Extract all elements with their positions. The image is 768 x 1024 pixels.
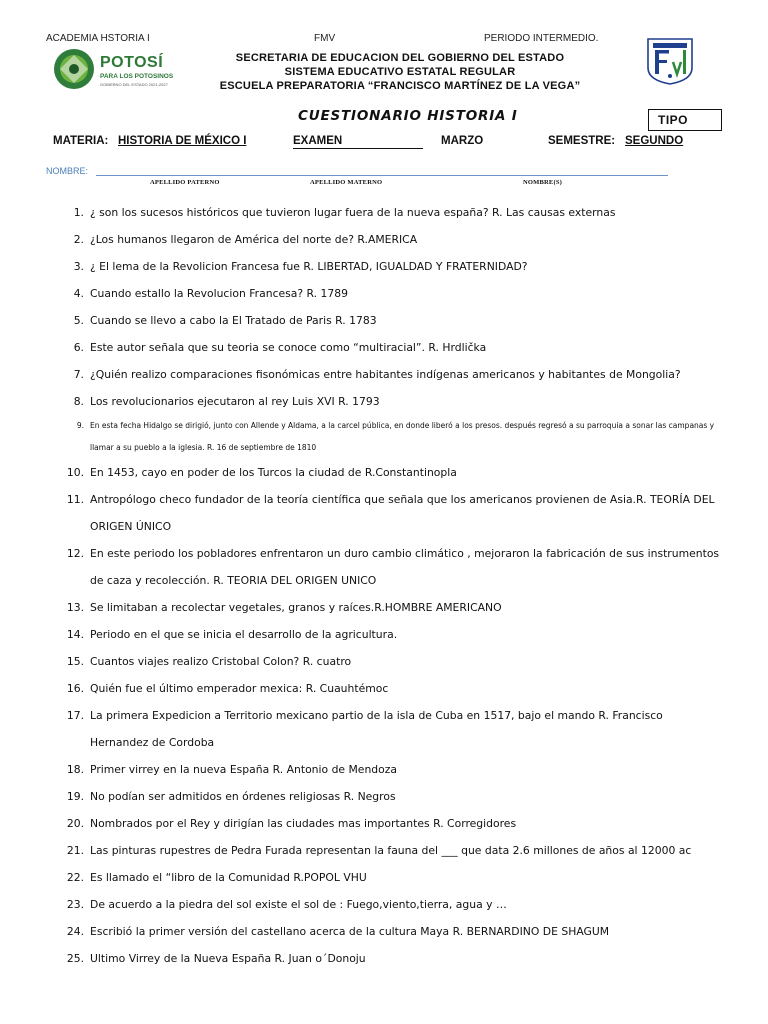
- materia-value: HISTORIA DE MÉXICO I: [118, 135, 247, 147]
- question-item: [64, 253, 724, 280]
- question-item: [64, 756, 724, 783]
- question-number: 5.: [73, 314, 84, 327]
- question-item: [64, 226, 724, 253]
- question-text: Cuando estallo la Revolucion Francesa? R. 1789: [90, 287, 349, 300]
- nombre-line[interactable]: [96, 175, 668, 176]
- question-item: [64, 486, 724, 540]
- question-text: ¿Quién realizo comparaciones fisonómicas entre habitantes indígenas americanos y habitantes de Mongolia?: [90, 368, 681, 381]
- question-item: [64, 891, 724, 918]
- question-number: 15.: [66, 655, 84, 668]
- question-number: 1.: [73, 206, 84, 219]
- question-number: 6.: [73, 341, 84, 354]
- header-fmv: FMV: [314, 33, 336, 44]
- question-text: Nombrados por el Rey y dirigían las ciudades mas importantes R. Corregidores: [90, 817, 517, 830]
- question-item: [64, 361, 724, 388]
- header-periodo: PERIODO INTERMEDIO.: [484, 33, 599, 44]
- question-text: Primer virrey en la nueva España R. Antonio de Mendoza: [90, 763, 398, 776]
- question-text: No podían ser admitidos en órdenes religiosas R. Negros: [90, 790, 396, 803]
- school-shield-icon: [644, 36, 696, 86]
- question-item: [64, 594, 724, 621]
- question-text: ¿Los humanos llegaron de América del norte de? R.AMERICA: [90, 233, 418, 246]
- semestre-value: SEGUNDO: [625, 135, 684, 147]
- question-item: [64, 918, 724, 945]
- apellido-materno-label: APELLIDO MATERNO: [310, 179, 383, 186]
- question-number: 17.: [66, 709, 84, 722]
- question-number: 25.: [66, 952, 84, 965]
- question-item: [64, 540, 724, 594]
- question-item: [64, 459, 724, 486]
- institution-line-2: SISTEMA EDUCATIVO ESTATAL REGULAR: [284, 66, 516, 78]
- question-text: Escribió la primer versión del castellano acerca de la cultura Maya R. BERNARDINO DE SHAGUM: [90, 925, 610, 938]
- potosi-emblem-icon: [50, 46, 98, 92]
- question-text: En esta fecha Hidalgo se dirigió, junto con Allende y Aldama, a la carcel pública, en donde liberó a los presos. después regresó a su parroquia a sonar las campanas y llamar a su pueblo a la iglesia. R. 16 de septiembre de 1810: [90, 421, 715, 452]
- question-number: 3.: [73, 260, 84, 273]
- potosi-logo-name: POTOSÍ: [100, 54, 164, 71]
- question-text: Antropólogo checo fundador de la teoría científica que señala que los americanos provienen de Asia.R. TEORÍA DEL ORIGEN ÚNICO: [90, 493, 715, 533]
- question-number: 13.: [66, 601, 84, 614]
- question-item: [64, 783, 724, 810]
- question-number: 11.: [66, 493, 84, 506]
- question-list: [64, 199, 724, 972]
- question-item: [64, 810, 724, 837]
- question-number: 14.: [66, 628, 84, 641]
- question-text: Cuando se llevo a cabo la El Tratado de Paris R. 1783: [90, 314, 377, 327]
- institution-line-1: SECRETARIA DE EDUCACION DEL GOBIERNO DEL ESTADO: [235, 52, 565, 64]
- question-item: [64, 415, 724, 459]
- question-text: Quién fue el último emperador mexica: R. Cuauhtémoc: [90, 682, 389, 695]
- question-item: [64, 675, 724, 702]
- materia-label: MATERIA:: [53, 135, 109, 147]
- semestre-label: SEMESTRE:: [548, 135, 616, 147]
- question-text: En este periodo los pobladores enfrentaron un duro cambio climático , mejoraron la fabricación de sus instrumentos de caza y recolección. R. TEORIA DEL ORIGEN UNICO: [90, 547, 720, 587]
- question-number: 16.: [66, 682, 84, 695]
- nombres-label: NOMBRE(S): [523, 179, 562, 186]
- question-item: [64, 837, 724, 864]
- question-item: [64, 388, 724, 415]
- institution-line-3: ESCUELA PREPARATORIA “FRANCISCO MARTÍNEZ DE LA VEGA”: [219, 80, 581, 92]
- examen-label: EXAMEN: [293, 135, 343, 147]
- question-number: 10.: [66, 466, 84, 479]
- question-item: [64, 621, 724, 648]
- question-text: En 1453, cayo en poder de los Turcos la ciudad de R.Constantinopla: [90, 466, 457, 479]
- question-item: [64, 334, 724, 361]
- question-text: Ultimo Virrey de la Nueva España R. Juan o´Donoju: [90, 952, 366, 965]
- potosi-logo-small: GOBIERNO DEL ESTADO 2021-2027: [100, 82, 168, 87]
- question-number: 8.: [73, 395, 84, 408]
- header-academia: ACADEMIA HSTORIA I: [46, 33, 150, 44]
- question-number: 7.: [73, 368, 84, 381]
- question-number: 22.: [66, 871, 84, 884]
- question-text: Este autor señala que su teoria se conoce como “multiracial”. R. Hrdlička: [90, 341, 487, 354]
- question-item: [64, 199, 724, 226]
- potosi-logo-tagline: PARA LOS POTOSINOS: [100, 73, 174, 80]
- question-number: 18.: [66, 763, 84, 776]
- question-text: La primera Expedicion a Territorio mexicano partio de la isla de Cuba en 1517, bajo el mando R. Francisco Hernandez de Cordoba: [90, 709, 663, 749]
- document-title: CUESTIONARIO HISTORIA I: [298, 108, 518, 124]
- question-text: Las pinturas rupestres de Pedra Furada representan la fauna del ___ que data 2.6 millones de años al 12000 ac: [90, 844, 692, 857]
- question-text: Cuantos viajes realizo Cristobal Colon? R. cuatro: [90, 655, 352, 668]
- apellido-paterno-label: APELLIDO PATERNO: [150, 179, 220, 186]
- question-item: [64, 307, 724, 334]
- question-text: Es llamado el “libro de la Comunidad R.POPOL VHU: [90, 871, 367, 884]
- nombre-label: NOMBRE:: [46, 166, 89, 176]
- question-number: 20.: [66, 817, 84, 830]
- question-text: ¿ El lema de la Revolicion Francesa fue R. LIBERTAD, IGUALDAD Y FRATERNIDAD?: [90, 260, 528, 273]
- question-number: 23.: [66, 898, 84, 911]
- question-item: [64, 945, 724, 972]
- question-text: De acuerdo a la piedra del sol existe el sol de : Fuego,viento,tierra, agua y …: [90, 898, 507, 911]
- question-item: [64, 648, 724, 675]
- question-number: 4.: [73, 287, 84, 300]
- question-item: [64, 280, 724, 307]
- question-item: [64, 864, 724, 891]
- examen-underline: [293, 148, 423, 149]
- question-text: Los revolucionarios ejecutaron al rey Luis XVI R. 1793: [90, 395, 380, 408]
- question-text: Periodo en el que se inicia el desarrollo de la agricultura.: [90, 628, 398, 641]
- potosi-logo: [50, 46, 200, 94]
- question-text: ¿ son los sucesos históricos que tuvieron lugar fuera de la nueva españa? R. Las causas externas: [90, 206, 616, 219]
- question-number: 21.: [66, 844, 84, 857]
- tipo-box: [648, 109, 722, 131]
- question-item: [64, 702, 724, 756]
- school-shield-logo: [644, 36, 696, 86]
- question-number: 9.: [76, 421, 84, 430]
- marzo-label: MARZO: [441, 135, 484, 147]
- question-number: 2.: [73, 233, 84, 246]
- question-number: 12.: [66, 547, 84, 560]
- question-number: 19.: [66, 790, 84, 803]
- question-text: Se limitaban a recolectar vegetales, granos y raíces.R.HOMBRE AMERICANO: [90, 601, 502, 614]
- question-number: 24.: [66, 925, 84, 938]
- tipo-label: TIPO: [658, 113, 689, 127]
